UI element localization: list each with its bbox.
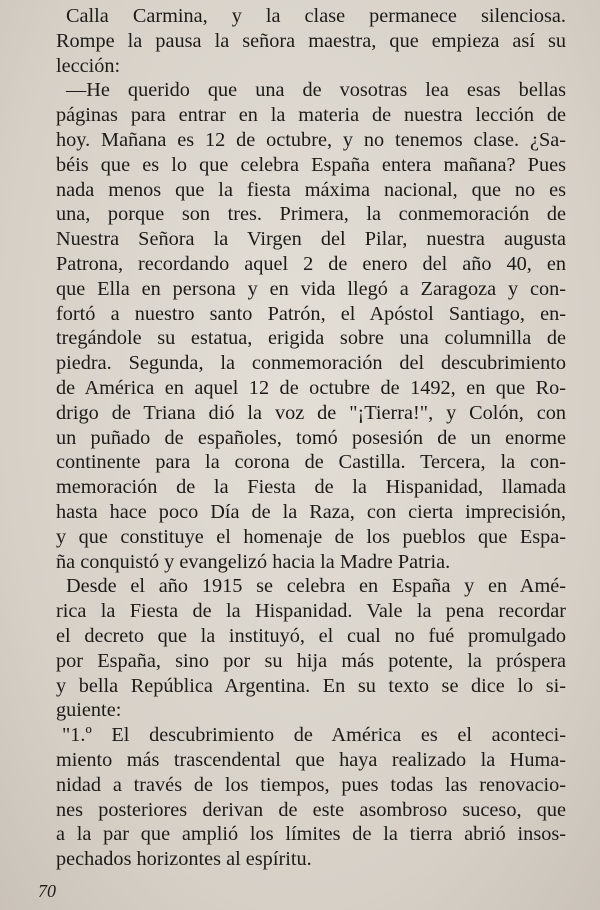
text-line: nes posteriores derivan de este asombroso suceso, que: [56, 798, 566, 821]
text-line: "1.º El descubrimiento de América es el aconteci-: [62, 724, 566, 747]
text-line: de América en aquel 12 de octubre de 1492, en que Ro-: [56, 377, 566, 399]
text-line: un puñado de españoles, tomó posesión de un enorme: [56, 426, 566, 449]
text-line: Patrona, recordando aquel 2 de enero del año 40, en: [56, 253, 566, 275]
text-line: ña conquistó y evangelizó hacia la Madre Patria.: [56, 550, 451, 573]
text-line: béis que es lo que celebra España entera mañana? Pues: [56, 153, 566, 176]
text-line: y bella República Argentina. En su texto se dice lo si-: [56, 674, 566, 697]
text-line: y que constituye el homenaje de los pueblos que Espa-: [56, 525, 566, 548]
text-line: pechados horizontes al espíritu.: [56, 848, 312, 871]
text-line: —He querido que una de vosotras lea esas bellas: [66, 79, 566, 102]
text-line: Rompe la pausa la señora maestra, que empieza así su: [56, 29, 566, 52]
text-line: que Ella en persona y en vida llegó a Zaragoza y con-: [56, 277, 566, 300]
text-line: tregándole su estatua, erigida sobre una columnilla de: [56, 327, 566, 350]
text-line: memoración de la Fiesta de la Hispanidad, llamada: [56, 476, 566, 499]
text-line: drigo de Triana dió la voz de "¡Tierra!", y Colón, con: [56, 401, 566, 424]
text-line: por España, sino por su hija más potente, la próspera: [56, 649, 566, 672]
text-line: Desde el año 1915 se celebra en España y en Amé-: [66, 575, 566, 598]
text-line: guiente:: [56, 699, 122, 722]
text-line: a la par que amplió los límites de la tierra abrió insos-: [56, 823, 566, 846]
page-number: 70: [38, 881, 56, 901]
text-line: miento más trascendental que haya realizado la Huma-: [56, 749, 566, 771]
text-line: rica la Fiesta de la Hispanidad. Vale la pena recordar: [56, 600, 566, 623]
text-line: Calla Carmina, y la clase permanece silenciosa.: [66, 5, 566, 27]
text-line: Nuestra Señora la Virgen del Pilar, nuestra augusta: [56, 228, 566, 251]
text-line: una, porque son tres. Primera, la conmemoración de: [56, 203, 566, 226]
text-line: fortó a nuestro santo Patrón, el Apóstol Santiago, en-: [56, 302, 566, 325]
text-line: lección:: [56, 54, 121, 77]
text-line: nidad a través de los tiempos, pues todas las renovacio-: [56, 773, 566, 796]
text-line: piedra. Segunda, la conmemoración del descubrimiento: [56, 352, 566, 375]
text-line: continente para la corona de Castilla. Tercera, la con-: [56, 451, 566, 474]
text-line: nada menos que la fiesta máxima nacional, que no es: [56, 178, 566, 201]
text-line: el decreto que la instituyó, el cual no fué promulgado: [56, 625, 566, 647]
text-line: hasta hace poco Día de la Raza, con cierta imprecisión,: [56, 501, 566, 523]
text-line: hoy. Mañana es 12 de octubre, y no tenemos clase. ¿Sa-: [56, 129, 566, 151]
text-line: páginas para entrar en la materia de nuestra lección de: [56, 104, 566, 127]
